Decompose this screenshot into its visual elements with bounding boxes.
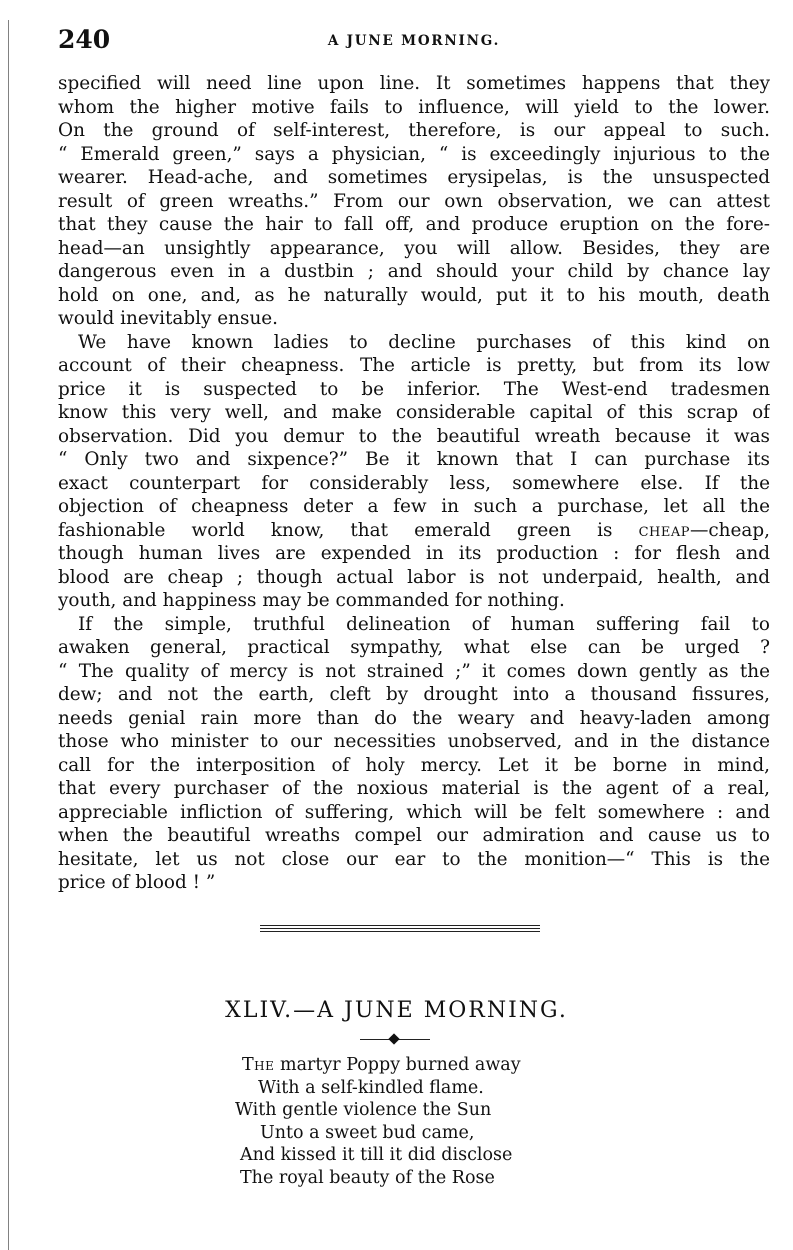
text-line: that every purchaser of the noxious material is the agent of a real, — [58, 778, 770, 799]
text-line: dew; and not the earth, cleft by drought into a thousand fissures, — [58, 684, 770, 705]
text-line: account of their cheapness. The article is pretty, but from its low — [58, 355, 770, 376]
text-line: awaken general, practical sympathy, what else can be urged ? — [58, 637, 770, 658]
text-line: that they cause the hair to fall off, and produce eruption on the fore- — [58, 214, 770, 235]
text-line: needs genial rain more than do the weary and heavy-laden among — [58, 707, 770, 729]
page-number: 240 — [58, 25, 111, 54]
text-line: appreciable infliction of suffering, which will be felt somewhere : and — [58, 801, 770, 823]
chapter-title: XLIV.—A JUNE MORNING. — [225, 998, 568, 1023]
text-line: “ Emerald green,” says a physician, “ is exceedingly injurious to the — [58, 143, 770, 165]
text-line: head—an unsightly appearance, you will allow. Besides, they are — [58, 237, 770, 259]
text-line: observation. Did you demur to the beautiful wreath because it was — [58, 425, 770, 447]
title-ornament — [360, 1034, 430, 1044]
section-separator — [260, 925, 540, 935]
text-line: blood are cheap ; though actual labor is not underpaid, health, and — [58, 566, 770, 588]
small-caps-word: cheap — [638, 519, 690, 541]
text-line: price of blood ! ” — [58, 872, 216, 893]
separator-rule — [260, 925, 540, 926]
poem-line: With gentle violence the Sun — [235, 1100, 492, 1120]
poem-line — [0, 1054, 793, 1077]
text-line: exact counterpart for considerably less, somewhere else. If the — [58, 472, 770, 494]
text-line: when the beautiful wreaths compel our admiration and cause us to — [58, 825, 770, 846]
text-line: those who minister to our necessities unobserved, and in the distance — [58, 731, 770, 752]
text-line: If the simple, truthful delineation of human suffering fail to — [78, 613, 770, 635]
text-line: On the ground of self-interest, therefore, is our appeal to such. — [58, 120, 770, 141]
text-line: We have known ladies to decline purchases of this kind on — [78, 331, 770, 353]
poem — [0, 1054, 793, 1189]
text-line: result of green wreaths.” From our own observation, we can attest — [58, 190, 770, 212]
text-line: though human lives are expended in its production : for flesh and — [58, 543, 770, 564]
text-line: price it is suspected to be inferior. The West-end tradesmen — [58, 378, 770, 400]
text-line: dangerous even in a dustbin ; and should your child by chance lay — [58, 261, 770, 282]
text-line: youth, and happiness may be commanded for nothing. — [58, 590, 565, 611]
text-line: wearer. Head-ache, and sometimes erysipelas, is the unsuspected — [58, 167, 770, 188]
text-segment: —cheap, — [689, 519, 770, 541]
text-line: whom the higher motive fails to influence, will yield to the lower. — [58, 96, 770, 118]
text-line — [58, 519, 770, 543]
diamond-icon — [388, 1033, 399, 1044]
text-line: call for the interposition of holy mercy. Let it be borne in mind, — [58, 754, 770, 776]
text-line: hesitate, let us not close our ear to the monition—“ This is the — [58, 848, 770, 870]
text-line: “ Only two and sixpence?” Be it known that I can purchase its — [58, 449, 770, 470]
poem-first-word: The — [242, 1055, 275, 1075]
separator-rule — [260, 928, 540, 929]
running-title: A JUNE MORNING. — [327, 33, 501, 49]
text-line: hold on one, and, as he naturally would, put it to his mouth, death — [58, 284, 770, 306]
text-segment: martyr Poppy burned away — [274, 1055, 521, 1075]
body-text — [58, 72, 770, 895]
poem-line: And kissed it till it did disclose — [240, 1145, 513, 1165]
separator-rule — [260, 931, 540, 932]
text-line: know this very well, and make considerable capital of this scrap of — [58, 402, 770, 423]
text-line: “ The quality of mercy is not strained ;” it comes down gently as the — [58, 660, 770, 682]
running-head — [58, 25, 770, 55]
poem-line: The royal beauty of the Rose — [240, 1167, 495, 1188]
text-line: specified will need line upon line. It sometimes happens that they — [58, 73, 770, 94]
text-line: objection of cheapness deter a few in such a purchase, let all the — [58, 496, 770, 517]
poem-line: Unto a sweet bud came, — [260, 1122, 475, 1143]
poem-line: With a self-kindled flame. — [258, 1077, 484, 1098]
text-segment: fashionable world know, that emerald green is — [58, 519, 639, 541]
text-line: would inevitably ensue. — [58, 308, 279, 329]
